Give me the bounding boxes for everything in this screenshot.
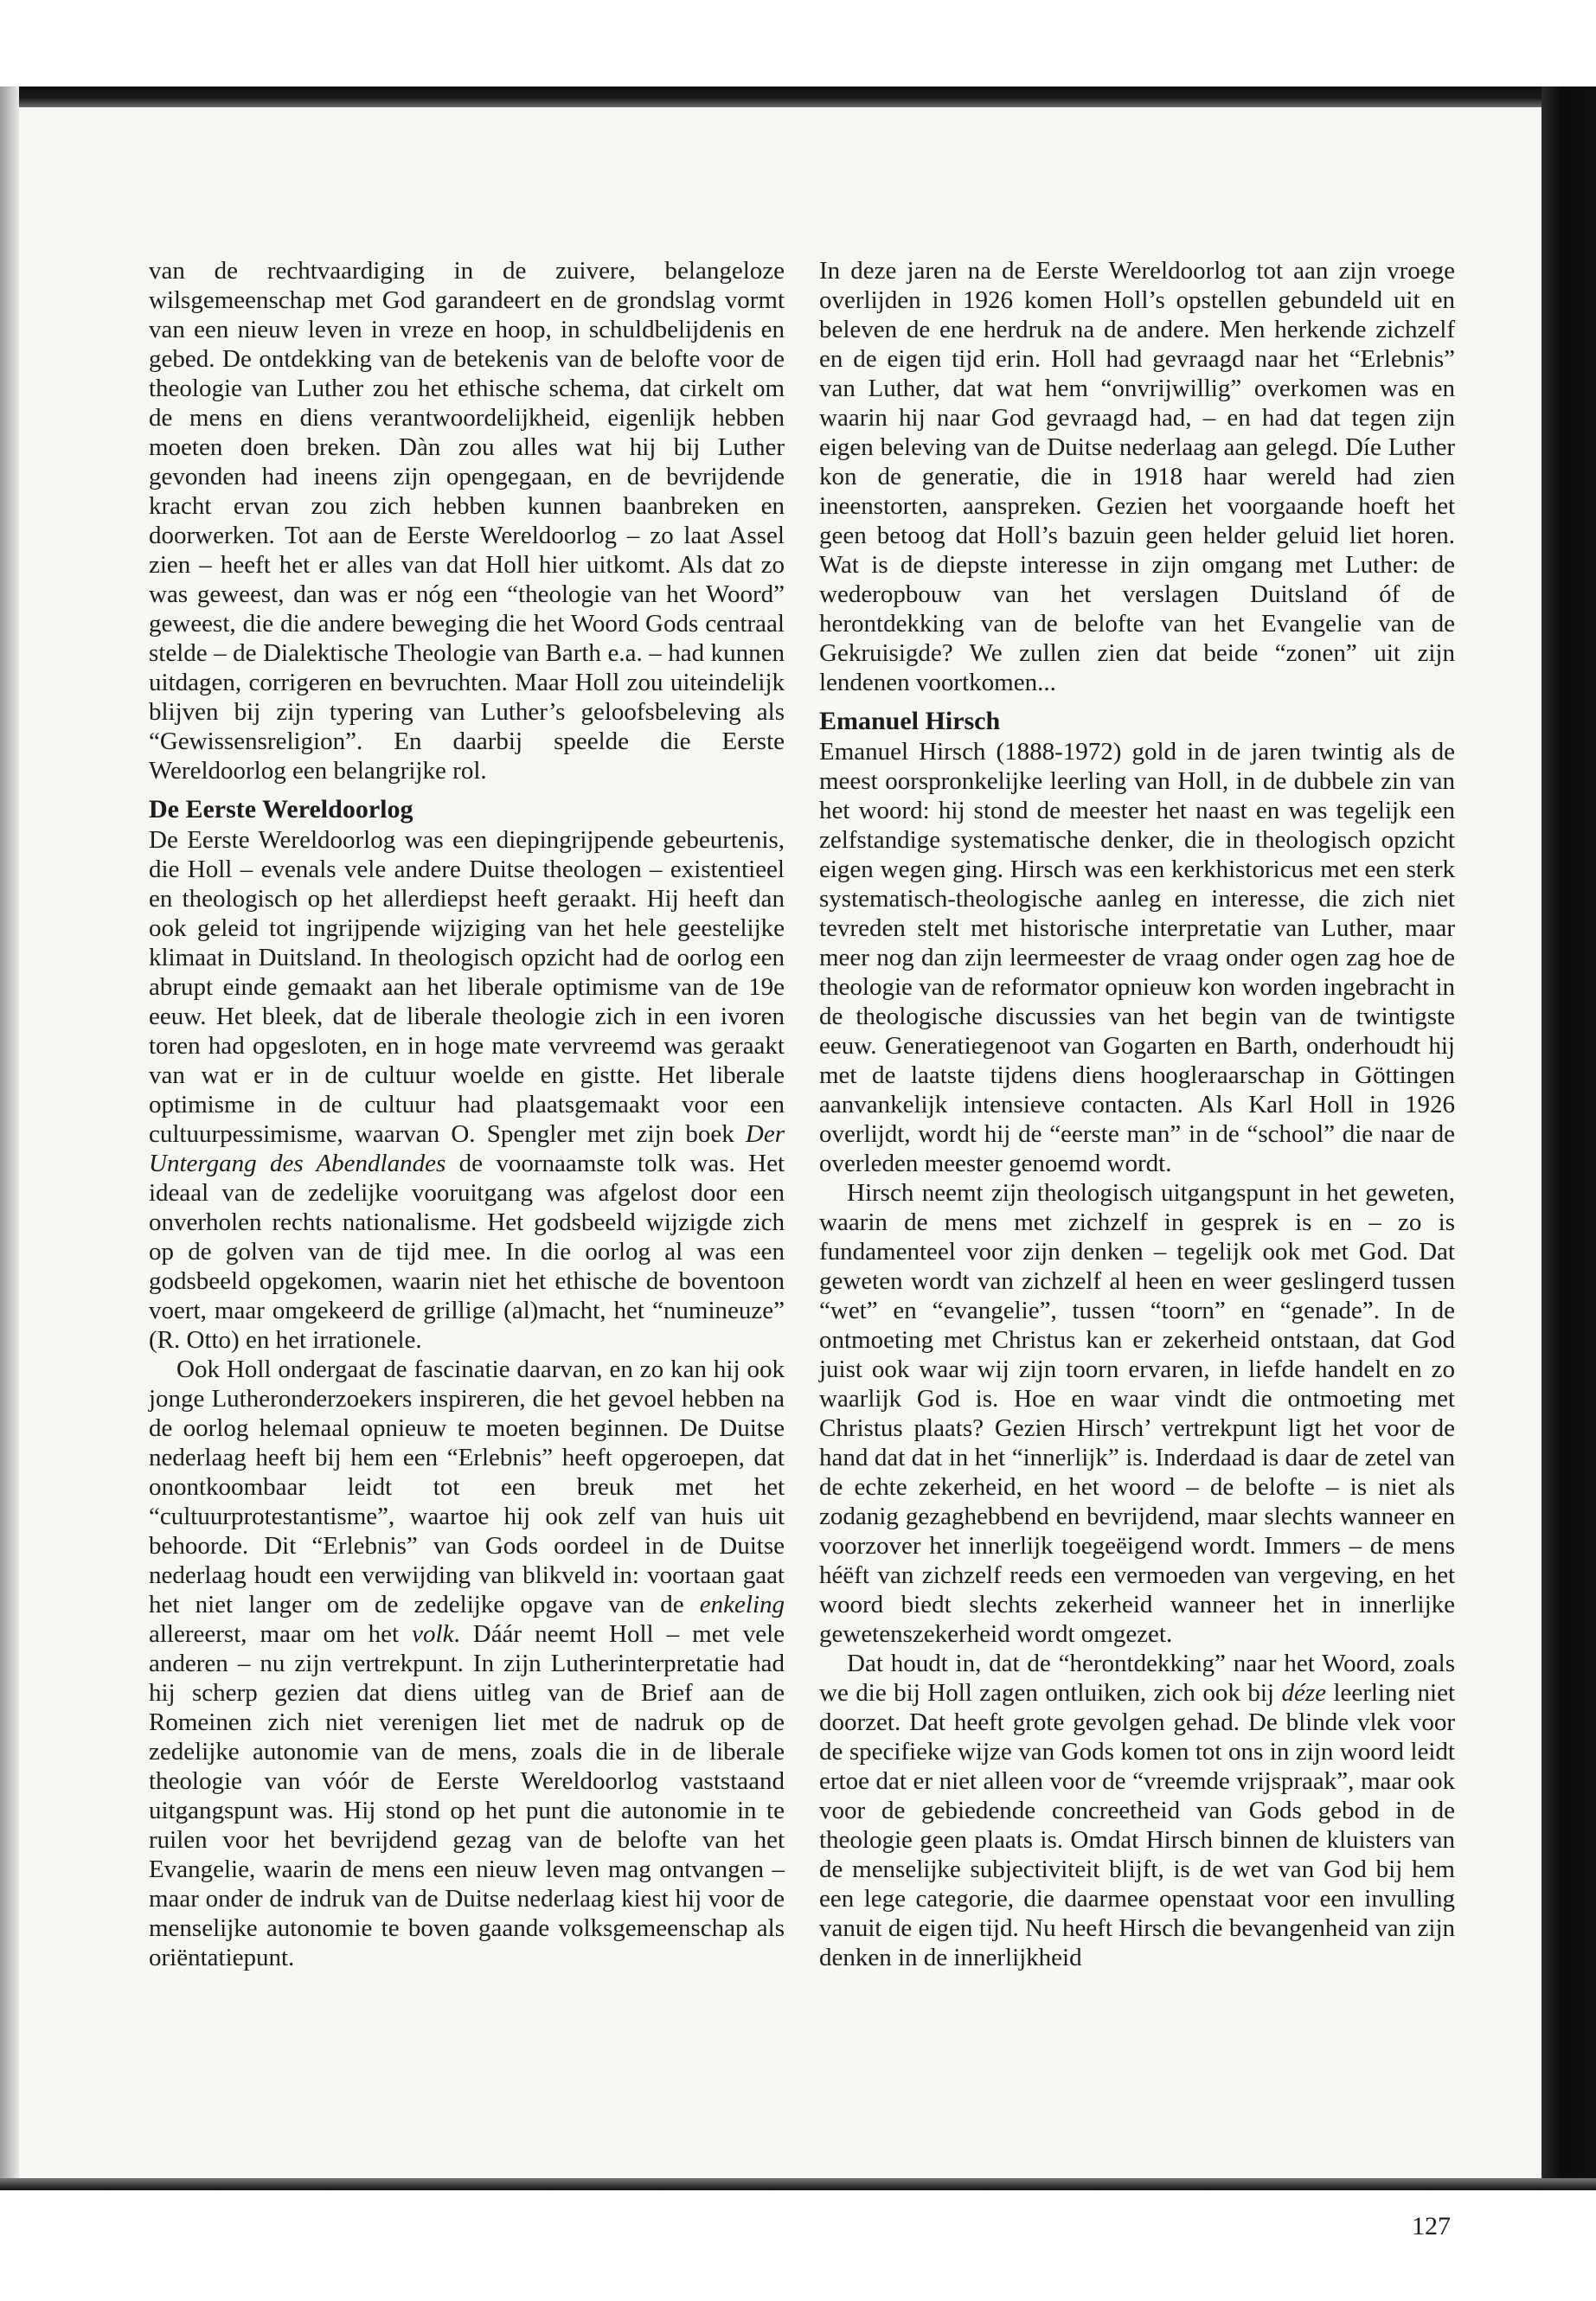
paragraph-hirsch-conscience: Hirsch neemt zijn theologisch uitgangspunt in het geweten, waarin de mens met zichzelf in gesprek is en – zo is fundamenteel voor zijn denken – tegelijk ook met God. Dat geweten wordt van zichzelf al heen en weer geslingerd tussen “wet” en “evangelie”, tussen “toorn” en “genade”. In de ontmoeting met Christus kan er zekerheid ontstaan, dat God juist ook waar wij zijn toorn ervaren, in liefde handelt en zo waarlijk God is. Hoe en waar vindt die ontmoeting met Christus plaats? Gezien Hirsch’ vertrekpunt ligt het voor de hand dat dat in het “innerlijk” is. Inderdaad is daar de zetel van de echte zekerheid, en het woord – de belofte – is niet als zodanig gezaghebbend en bevrijdend, maar slechts wanneer en voorzover het innerlijk toegeëigend wordt. Immers – de mens héëft van zichzelf reeds een vermoeden van vergeving, en het woord biedt slechts zekerheid wanneer het in innerlijke gewetenszekerheid wordt omgezet.: [819, 1179, 1455, 1648]
paragraph-holl-text-b: allereerst, maar om het: [149, 1620, 400, 1648]
emphasis-volk: volk: [412, 1620, 454, 1648]
scan-border-left: [0, 87, 19, 2189]
scan-border-top: [0, 87, 1596, 107]
paragraph-holl-text-c: . Dáár neemt Holl – met vele anderen – nu zijn vertrekpunt. In zijn Lutherinterpretatie had hij scherp gezien dat diens uitleg van de Brief aan de Romeinen zich niet verenigen liet met de nadruk op de zedelijke autonomie van de mens, zoals die in de liberale theologie van vóór de Eerste Wereldoorlog vaststaand uitgangspunt was. Hij stond op het punt die autonomie in te ruilen voor het bevrijdend gezag van de belofte van het Evangelie, waarin de mens een nieuw leven mag ontvangen – maar onder de indruk van de Duitse nederlaag kiest hij voor de menselijke autonomie te boven gaande volksgemeenschap als oriëntatiepunt.: [149, 1620, 785, 1971]
paragraph-holl-text-a: Ook Holl ondergaat de fascinatie daarvan, en zo kan hij ook jonge Lutheronderzoekers inspireren, die het gevoel hebben na de oorlog helemaal opnieuw te moeten beginnen. De Duitse nederlaag heeft bij hem een “Erlebnis” heeft opgeroepen, dat onontkoombaar leidt tot een breuk met het “cultuurprotestantisme”, waartoe hij ook zelf van huis uit behoorde. Dit “Erlebnis” van Gods oordeel in de Duitse nederlaag houdt een verwijding van blikveld in: voortaan gaat het niet langer om de zedelijke opgave van de: [149, 1356, 785, 1618]
heading-first-world-war: De Eerste Wereldoorlog: [149, 795, 413, 824]
emphasis-deze: déze: [1281, 1679, 1326, 1707]
paragraph-holl-fascination: [149, 1355, 785, 1972]
book-title: Der Untergang des Abendlandes: [149, 1120, 785, 1177]
paragraph-hirsch-intro: Emanuel Hirsch (1888-1972) gold in de jaren twintig als de meest oorspronkelijke leerling van Holl, in de dubbele zin van het woord: hij stond de meester het naast en was tegelijk een zelfstandige systematische denker, die in theologisch opzicht eigen wegen ging. Hirsch was een kerkhistoricus met een sterk systematisch-theologische aanleg en interesse, die zich niet tevreden stelt met historische interpretatie van Luther, maar meer nog dan zijn leermeester de vraag onder ogen zag hoe de theologie van de reformator opnieuw kon worden ingebracht in de theologische discussies van het begin van de twintigste eeuw. Generatiegenoot van Gogarten en Barth, onderhoudt hij met de laatste tijdens diens hoogleraarschap in Göttingen aanvankelijk intensieve contacten. Als Karl Holl in 1926 overlijdt, wordt hij de “eerste man” in de “school” die naar de overleden meester genoemd wordt.: [819, 738, 1455, 1177]
paragraph-post-war-years: In deze jaren na de Eerste Wereldoorlog tot aan zijn vroege overlijden in 1926 komen Holl’s opstellen gebundeld uit en beleven de ene herdruk na de andere. Men herkende zichzelf en de eigen tijd erin. Holl had gevraagd naar het “Erlebnis” van Luther, dat wat hem “onvrijwillig” overkomen was en waarin hij naar God gevraagd had, – en had dat tegen zijn eigen beleving van de Duitse nederlaag aan gelegd. Díe Luther kon de generatie, die in 1918 haar wereld had zien ineenstorten, aanspreken. Gezien het voorgaande hoeft het geen betoog dat Holl’s bazuin geen helder geluid liet horen. Wat is de diepste interesse in zijn omgang met Luther: de wederopbouw van het verslagen Duitsland óf de herontdekking van de belofte van het Evangelie van de Gekruisigde? We zullen zien dat beide “zonen” uit zijn lendenen voortkomen...: [819, 257, 1455, 696]
scan-border-bottom: [0, 2178, 1596, 2190]
paragraph-world-war-text-rest: de voornaamste tolk was. Het ideaal van de zedelijke vooruitgang was afgelost door een onverholen rechts nationalisme. Het godsbeeld wijzigde zich op de golven van de tijd mee. In die oorlog al was een godsbeeld opgekomen, waarin niet het ethische de boventoon voert, maar omgekeerd de grillige (al)macht, het “numineuze” (R. Otto) en het irrationele.: [149, 1150, 785, 1354]
paragraph-rediscovery-text-a: Dat houdt in, dat de “herontdekking” naar het Woord, zoals we die bij Holl zagen ontluiken, zich ook bij: [819, 1650, 1455, 1707]
emphasis-enkeling: enkeling: [699, 1591, 785, 1618]
left-column: [149, 256, 785, 1972]
paragraph-justification: van de rechtvaardiging in de zuivere, belangeloze wilsgemeenschap met God garandeert en de grondslag vormt van een nieuw leven in vreze en hoop, in schuldbelijdenis en gebed. De ontdekking van de betekenis van de belofte voor de theologie van Luther zou het ethische schema, dat cirkelt om de mens en diens verantwoordelijkheid, eigenlijk hebben moeten doen breken. Dàn zou alles wat hij bij Luther gevonden had ineens zijn opengegaan, en de bevrijdende kracht ervan zou zich hebben kunnen baanbreken en doorwerken. Tot aan de Eerste Wereldoorlog – zo laat Assel zien – heeft het er alles van dat Holl hier uitkomt. Als dat zo was geweest, dan was er nóg een “theologie van het Woord” geweest, die die andere beweging die het Woord Gods centraal stelde – de Dialektische Theologie van Barth e.a. – had kunnen uitdagen, corrigeren en bevruchten. Maar Holl zou uiteindelijk blijven bij zijn typering van Luther’s geloofsbeleving als “Gewissensreligion”. En daarbij speelde die Eerste Wereldoorlog een belangrijke rol.: [149, 257, 785, 785]
page-number: 127: [1412, 2212, 1451, 2240]
book-page: [19, 107, 1542, 2240]
paragraph-rediscovery-text-b: leerling niet doorzet. Dat heeft grote gevolgen gehad. De blinde vlek voor de specifieke wijze van Gods komen tot ons in zijn woord leidt ertoe dat er niet alleen voor de “vreemde vrijspraak”, maar ook voor de gebiedende concreetheid van Gods gebod in de theologie geen plaats is. Omdat Hirsch binnen de kluisters van de menselijke subjectiviteit blijft, is de wet van God bij hem een lege categorie, die daarmee openstaat voor een invulling vanuit de eigen tijd. Nu heeft Hirsch die bevangenheid van zijn denken in de innerlijkheid: [819, 1679, 1455, 1971]
scan-border-right: [1542, 87, 1596, 2189]
heading-emanuel-hirsch: Emanuel Hirsch: [819, 707, 1001, 735]
paragraph-rediscovery: [819, 1649, 1455, 1972]
paragraph-world-war-text: De Eerste Wereldoorlog was een diepingrijpende gebeurtenis, die Holl – evenals vele andere Duitse theologen – existentieel en theologisch op het allerdiepst heeft geraakt. Hij heeft dan ook geleid tot ingrijpende wijziging van het hele geestelijke klimaat in Duitsland. In theologisch opzicht had de oorlog een abrupt einde gemaakt aan het liberale optimisme van de 19e eeuw. Het bleek, dat de liberale theologie zich in een ivoren toren had opgesloten, en in hoge mate vervreemd was geraakt van wat er in de cultuur woelde en gistte. Het liberale optimisme in de cultuur had plaatsgemaakt voor een cultuurpessimisme, waarvan O. Spengler met zijn boek: [149, 826, 785, 1148]
right-column: [819, 256, 1455, 1972]
paragraph-world-war: [149, 825, 785, 1355]
